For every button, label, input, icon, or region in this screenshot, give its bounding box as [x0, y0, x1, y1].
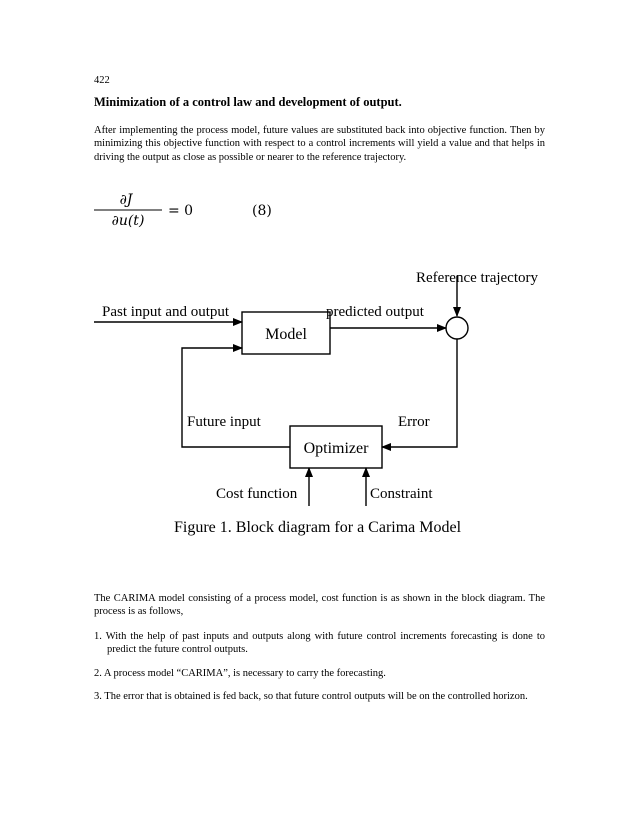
- error-feedback-line: [382, 339, 457, 447]
- summing-junction: [446, 317, 468, 339]
- past-io-label: Past input and output: [102, 304, 230, 320]
- list-item: 2. A process model “CARIMA”, is necessary to carry the forecasting.: [94, 667, 386, 679]
- reference-trajectory-label: Reference trajectory: [416, 270, 538, 286]
- figure-caption: Figure 1. Block diagram for a Carima Model: [174, 519, 462, 536]
- block-diagram: [94, 262, 554, 542]
- future-input-label: Future input: [187, 414, 261, 430]
- predicted-output-label: predicted output: [326, 304, 424, 320]
- equation-number: (8): [252, 203, 272, 219]
- constraint-label: Constraint: [370, 486, 433, 502]
- cost-function-label: Cost function: [216, 486, 298, 502]
- model-label: Model: [265, 326, 307, 343]
- process-steps-list: [94, 630, 545, 713]
- equation-rhs: = 0: [168, 203, 194, 219]
- equation-numerator: ∂J: [119, 192, 133, 208]
- future-input-line: [182, 348, 290, 447]
- error-label: Error: [398, 414, 430, 430]
- list-item: 1. With the help of past inputs and outputs along with future control increments forecasting is done to predict the future control outputs.: [94, 631, 545, 656]
- intro-paragraph: After implementing the process model, future values are substituted back into objective function. Then by minimizing this objective function with respect to a control increments will yield a value and that helps in driving the output as close as possible or nearer to the reference trajectory.: [94, 125, 545, 163]
- equation-denominator: ∂u(t): [111, 213, 145, 229]
- equation-8: [92, 190, 302, 230]
- optimizer-label: Optimizer: [303, 440, 369, 457]
- after-paragraph: The CARIMA model consisting of a process model, cost function is as shown in the block diagram. The process is as follows,: [94, 593, 545, 618]
- list-item: 3. The error that is obtained is fed back, so that future control outputs will be on the controlled horizon.: [94, 690, 528, 702]
- section-title: Minimization of a control law and development of output.: [94, 95, 402, 109]
- page-number: 422: [94, 75, 110, 86]
